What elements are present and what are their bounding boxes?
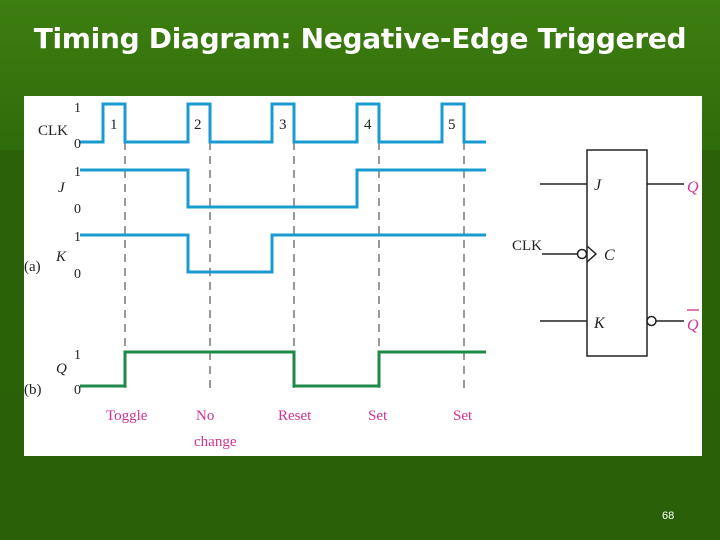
k-label: K	[56, 249, 67, 265]
pulse-number-4: 4	[364, 117, 372, 133]
ff-output-q: Q	[687, 179, 699, 196]
j-low-level: 0	[74, 202, 81, 217]
outcome-reset: Reset	[278, 408, 312, 424]
k-low-level: 0	[74, 267, 81, 282]
k-waveform	[80, 235, 486, 272]
j-label: J	[58, 180, 65, 196]
q-high-level: 1	[74, 348, 81, 363]
pulse-number-3: 3	[279, 117, 287, 133]
outcome-toggle: Toggle	[106, 408, 148, 424]
ff-output-qbar: Q	[687, 317, 699, 334]
ff-input-c: C	[604, 247, 615, 264]
q-label: Q	[56, 361, 67, 377]
page-number: 68	[662, 510, 675, 522]
clk-high-level: 1	[74, 101, 81, 116]
pulse-number-5: 5	[448, 117, 456, 133]
outcome-change: change	[194, 434, 237, 450]
part-b-label: (b)	[24, 382, 42, 398]
j-waveform	[80, 170, 486, 207]
clk-low-level: 0	[74, 137, 81, 152]
j-high-level: 1	[74, 165, 81, 180]
qbar-bubble	[647, 317, 656, 326]
jk-flipflop	[512, 150, 699, 356]
pulse-number-2: 2	[194, 117, 202, 133]
part-a-label: (a)	[24, 259, 41, 275]
outcome-set-5: Set	[453, 408, 473, 424]
ff-input-k: K	[594, 315, 605, 332]
k-high-level: 1	[74, 230, 81, 245]
clk-label: CLK	[38, 123, 68, 139]
slide-title: Timing Diagram: Negative-Edge Triggered	[33, 22, 687, 55]
ff-clk-label: CLK	[512, 238, 542, 254]
outcome-no: No	[196, 408, 215, 424]
pulse-number-1: 1	[110, 117, 118, 133]
outcome-set-4: Set	[368, 408, 388, 424]
q-waveform	[80, 352, 486, 386]
ff-input-j: J	[594, 177, 602, 194]
clk-bubble	[578, 250, 587, 259]
q-low-level: 0	[74, 383, 81, 398]
timing-figure	[24, 96, 702, 456]
diagram-panel	[24, 96, 702, 456]
